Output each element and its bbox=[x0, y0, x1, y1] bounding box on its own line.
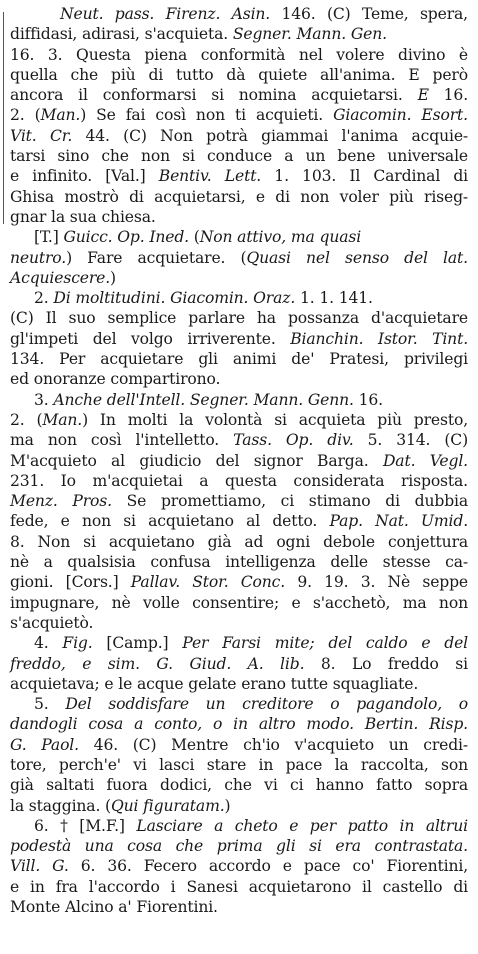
text-line bbox=[10, 24, 468, 44]
text-line bbox=[10, 735, 468, 755]
text-run: [Camp.] bbox=[92, 634, 183, 653]
text-run: Ghisa mostrò di acquietarsi, e di non voler più riseg- bbox=[10, 187, 469, 206]
text-run: 8. Lo freddo si bbox=[304, 654, 468, 673]
text-run: gl'impeti del volgo irriverente. bbox=[10, 329, 291, 348]
text-run: ma non così l'intelletto. bbox=[10, 431, 234, 450]
text-line bbox=[10, 694, 468, 714]
text-line bbox=[10, 126, 468, 146]
text-line bbox=[10, 105, 468, 125]
text-run: gioni. [Cors.] bbox=[10, 573, 131, 592]
italic-run: G. Paol. bbox=[10, 735, 79, 754]
italic-run: Quasi nel senso del lat. bbox=[246, 248, 468, 267]
text-run: e in fra l'accordo i Sanesi acquietarono il castello di bbox=[10, 877, 469, 896]
text-run: 231. Io m'acquietai a questa considerata risposta. bbox=[10, 471, 468, 490]
text-line bbox=[10, 775, 468, 795]
text-run: 5. bbox=[34, 695, 66, 714]
text-line bbox=[10, 572, 468, 592]
text-run: ) bbox=[224, 796, 231, 815]
text-run: ed onoranze compartirono. bbox=[10, 370, 221, 389]
text-run: 16. 3. Questa piena conformità nel volere divino è bbox=[10, 45, 468, 64]
text-line bbox=[10, 877, 468, 897]
text-run: tore, perch'e' vi lasci stare in pace la raccolta, son bbox=[10, 755, 468, 774]
italic-run: Pallav. Stor. Conc. bbox=[130, 573, 286, 592]
text-run: 16. bbox=[428, 86, 469, 105]
text-run: impugnare, nè volle consentire; e s'acchetò, ma non bbox=[10, 593, 468, 612]
text-run: già saltati fuora dodici, che vi ci hanno fatto sopra bbox=[10, 776, 469, 795]
text-line bbox=[10, 755, 468, 775]
italic-run: Lasciare a cheto e per patto in altrui bbox=[136, 816, 468, 835]
text-line bbox=[10, 390, 468, 410]
text-line bbox=[10, 633, 468, 653]
text-line bbox=[10, 430, 468, 450]
italic-run: Del soddisfare un creditore o pagandolo, o bbox=[65, 695, 468, 714]
text-line bbox=[10, 207, 468, 227]
text-run: 44. (C) Non potrà giammai l'anima acquie- bbox=[72, 126, 469, 145]
text-line bbox=[10, 471, 468, 491]
italic-run: E bbox=[417, 86, 429, 105]
italic-run: Giacomin. Esort. bbox=[333, 106, 468, 125]
text-line bbox=[10, 511, 468, 531]
italic-run: Acquiescere. bbox=[10, 268, 111, 287]
text-line bbox=[10, 816, 468, 836]
text-line bbox=[10, 593, 468, 613]
italic-run: Guicc. Op. Ined. bbox=[63, 228, 189, 247]
text-run: (C) Il suo semplice parlare ha possanza d'acquietare bbox=[10, 309, 468, 328]
italic-run: podestà una cosa che prima gli si era contrastata. bbox=[10, 837, 468, 856]
column-rule bbox=[3, 12, 4, 224]
text-run: 3. bbox=[34, 390, 54, 409]
text-line bbox=[10, 654, 468, 674]
text-run: nè a qualsisia confusa intelligenza delle stesse ca- bbox=[10, 553, 468, 572]
italic-run: Man. bbox=[42, 410, 83, 429]
text-line bbox=[10, 187, 468, 207]
text-run: 8. Non si acquietano già ad ogni debole conjettura bbox=[10, 532, 469, 551]
text-run: s'acquietò. bbox=[10, 613, 94, 632]
italic-run: Vill. G. bbox=[10, 857, 69, 876]
text-line bbox=[10, 714, 468, 734]
text-run: Se promettiamo, ci stimano di dubbia bbox=[111, 492, 469, 511]
text-line bbox=[10, 85, 468, 105]
italic-run: Vit. Cr. bbox=[10, 126, 73, 145]
italic-run: Bentiv. Lett. bbox=[158, 167, 262, 186]
text-run: ) bbox=[110, 268, 116, 287]
italic-run: neutro. bbox=[10, 248, 67, 267]
text-run: tarsi sino che non si conduce a un bene universale bbox=[10, 147, 468, 166]
italic-run: Dat. Vegl. bbox=[382, 451, 468, 470]
italic-run: Di moltitudini. Giacomin. Oraz. bbox=[53, 289, 296, 308]
text-line bbox=[10, 166, 468, 186]
text-run: 5. 314. (C) bbox=[353, 431, 469, 450]
text-line bbox=[10, 491, 468, 511]
text-run: 1. 103. Il Cardinal di bbox=[261, 167, 469, 186]
dictionary-entry bbox=[10, 4, 468, 917]
text-line bbox=[10, 897, 468, 917]
text-run: diffidasi, adirasi, s'acquieta. bbox=[10, 25, 233, 44]
italic-run: Non attivo, ma quasi bbox=[199, 228, 362, 247]
text-run: 6. 36. Fecero accordo e pace co' Fiorentini, bbox=[68, 857, 469, 876]
text-run: 1. 1. 141. bbox=[295, 289, 373, 308]
text-run: ) Fare acquietare. ( bbox=[66, 248, 247, 267]
text-run: 9. 19. 3. Nè seppe bbox=[285, 573, 469, 592]
text-run: quella che più di tutto dà quiete all'anima. E però bbox=[10, 65, 468, 84]
text-run: [T.] bbox=[34, 228, 64, 247]
text-run: 6. † [M.F.] bbox=[34, 816, 137, 835]
italic-run: Segner. Mann. Gen. bbox=[232, 25, 387, 44]
text-line bbox=[10, 613, 468, 633]
text-run: Monte Alcino a' Fiorentini. bbox=[10, 898, 218, 917]
text-line bbox=[10, 227, 468, 247]
text-line bbox=[10, 268, 468, 288]
italic-run: Menz. Pros. bbox=[10, 492, 112, 511]
text-run: 2. bbox=[34, 289, 54, 308]
text-line bbox=[10, 146, 468, 166]
text-line bbox=[10, 674, 468, 694]
italic-run: Per Farsi mite; del caldo e del bbox=[182, 634, 469, 653]
text-run: 2. ( bbox=[10, 410, 43, 429]
text-run: 16. bbox=[353, 390, 383, 409]
italic-run: Tass. Op. div. bbox=[233, 431, 354, 450]
text-run: e infinito. [Val.] bbox=[10, 167, 159, 186]
text-line bbox=[10, 836, 468, 856]
text-line bbox=[10, 451, 468, 471]
text-line bbox=[10, 4, 468, 24]
text-line bbox=[10, 369, 468, 389]
text-line bbox=[10, 349, 468, 369]
text-line bbox=[10, 288, 468, 308]
text-line bbox=[10, 329, 468, 349]
text-run: ) In molti la volontà si acquieta più presto, bbox=[82, 410, 468, 429]
text-run: gnar la sua chiesa. bbox=[10, 207, 156, 226]
italic-run: Fig. bbox=[62, 634, 93, 653]
text-run: 46. (C) Mentre ch'io v'acquieto un credi- bbox=[78, 735, 469, 754]
italic-run: Qui figuratam. bbox=[111, 796, 225, 815]
text-run: ancora il conformarsi si nomina acquietarsi. bbox=[10, 86, 418, 105]
italic-run: dandogli cosa a conto, o in altro modo. Bertin. Risp. bbox=[10, 715, 468, 734]
text-run: M'acquieto al giudicio del signor Barga. bbox=[10, 451, 383, 470]
italic-run: Pap. Nat. Umid. bbox=[329, 512, 469, 531]
text-run: acquietava; e le acque gelate erano tutte squagliate. bbox=[10, 674, 419, 693]
text-line bbox=[10, 45, 468, 65]
text-run: ) Se fai così non ti acquieti. bbox=[80, 106, 334, 125]
text-line bbox=[10, 410, 468, 430]
italic-run: Bianchin. Istor. Tint. bbox=[290, 329, 468, 348]
text-line bbox=[10, 796, 468, 816]
italic-run: Man. bbox=[40, 106, 81, 125]
text-line bbox=[10, 532, 468, 552]
text-line bbox=[10, 552, 468, 572]
italic-run: freddo, e sim. G. Giud. A. lib. bbox=[10, 654, 305, 673]
text-line bbox=[10, 65, 468, 85]
text-run: la staggina. ( bbox=[10, 796, 111, 815]
text-run: 146. (C) Teme, spera, bbox=[270, 5, 468, 23]
italic-run: Neut. pass. Firenz. Asin. bbox=[60, 5, 271, 23]
text-run: 4. bbox=[34, 634, 63, 653]
italic-run: Anche dell'Intell. Segner. Mann. Genn. bbox=[53, 390, 354, 409]
text-run: ( bbox=[188, 228, 200, 247]
text-run: 134. Per acquietare gli animi de' Pratesi, privilegi bbox=[10, 350, 469, 369]
text-line bbox=[10, 856, 468, 876]
text-run: fede, e non si acquietano al detto. bbox=[10, 512, 330, 531]
text-line bbox=[10, 308, 468, 328]
text-run: 2. ( bbox=[10, 106, 41, 125]
text-line bbox=[10, 248, 468, 268]
